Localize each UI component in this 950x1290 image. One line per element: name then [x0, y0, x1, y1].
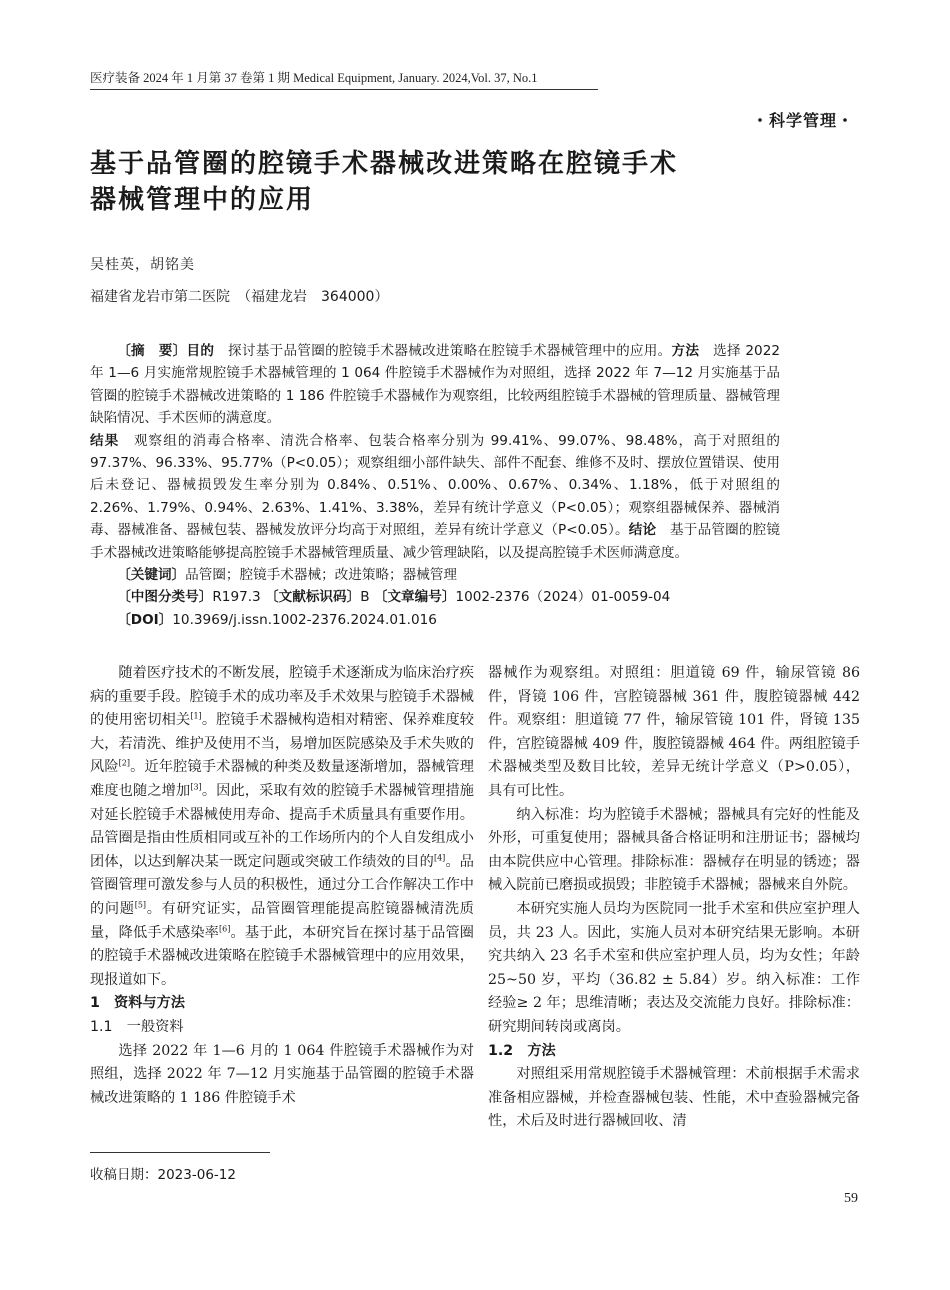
- section-heading-1-1: 1.1 一般资料: [90, 1018, 184, 1035]
- authors: 吴桂英，胡铭美: [90, 257, 195, 273]
- clc-label: 〔中图分类号〕: [117, 589, 213, 606]
- intro-paragraph: [90, 662, 474, 992]
- abstract-results: 观察组的消毒合格率、清洗合格率、包装合格率分别为 99.41%、99.07%、98.48%，高于对照组的 97.37%、96.33%、95.77%（P<0.05）；观察组细小部件缺失、部件不配套、维修不及时、摆放位置错误、使用后未登记、器械损毁发生率分别为 0.84%、0.51%、0.00%、0.67%、0.34%、1.18%，低于对照组的 2.26%、1.79%、0.94%、2.63%、1.41%、3.38%，差异有统计学意义（P<0.05）；观察组器械保养、器械消毒、器械准备、器械包装、器械发放评分均高于对照组，差异有统计学意义（P<0.05）。: [90, 432, 780, 539]
- doi-value: 10.3969/j.issn.1002-2376.2024.01.016: [172, 611, 437, 628]
- results-label: 结果: [90, 432, 120, 449]
- abstract: [90, 340, 780, 631]
- keywords-label: 〔关键词〕: [117, 567, 186, 584]
- abstract-body: [90, 340, 780, 564]
- keywords-text: 品管圈；腔镜手术器械；改进策略；器械管理: [185, 567, 458, 584]
- intro-text: 。近年腔镜手术器械的种类及数量逐渐增加，器械管理难度也随之增加: [90, 759, 474, 799]
- intro-text: 。基于此，本研究旨在探讨基于品管圈的腔镜手术器械改进策略在腔镜手术器械管理中的应用效果，现报道如下。: [90, 924, 474, 988]
- keywords: [90, 564, 780, 586]
- doc-value: B: [360, 589, 370, 606]
- right-paragraph-3: 本研究实施人员均为医院同一批手术室和供应室护理人员，共 23 人。因此，实施人员对本研究结果无影响。本研究共纳入 23 名手术室和供应室护理人员，均为女性；年龄 25~50 岁，平均（36.82 ± 5.84）岁。纳入标准：工作经验≥ 2 年；思维清晰；表达及交流能力良好。排除标准：研究期间转岗或离岗。: [488, 900, 860, 1035]
- title-line-2: 器械管理中的应用: [90, 185, 315, 215]
- section-heading-1-2: 1.2 方法: [488, 1042, 556, 1059]
- article-title: [90, 146, 790, 218]
- methods-label: 方法: [671, 343, 700, 359]
- right-paragraph-4: 对照组采用常规腔镜手术器械管理：术前根据手术需求准备相应器械，并检查器械包装、性能，术中查验器械完备性，术后及时进行器械回收、清: [488, 1066, 860, 1130]
- abstract-purpose: 探讨基于品管圈的腔镜手术器械改进策略在腔镜手术器械管理中的应用。: [214, 343, 672, 359]
- section-heading-1: 1 资料与方法: [90, 995, 185, 1012]
- general-paragraph: 选择 2022 年 1—6 月的 1 064 件腔镜手术器械作为对照组，选择 2022 年 7—12 月实施基于品管圈的腔镜手术器械改进策略的 1 186 件腔镜手术: [90, 1042, 474, 1106]
- journal-header: 医疗装备 2024 年 1 月第 37 卷第 1 期 Medical Equipment, January. 2024,Vol. 37, No.1: [90, 71, 538, 85]
- classification: [90, 586, 780, 608]
- abstract-conclusion: 基于品管圈的腔镜手术器械改进策略能够提高腔镜手术器械管理质量、减少管理缺陷，以及提高腔镜手术医师满意度。: [90, 522, 780, 561]
- right-column: [488, 662, 860, 1134]
- citation: [4]: [433, 853, 446, 863]
- footnote-rule: [90, 1152, 270, 1153]
- received-date: 收稿日期：2023-06-12: [90, 1167, 236, 1183]
- right-paragraph-2: 纳入标准：均为腔镜手术器械；器械具有完好的性能及外形，可重复使用；器械具备合格证明和注册证书；器械均由本院供应中心管理。排除标准：器械存在明显的锈迹；器械入院前已磨损或损毁；非腔镜手术器械；器械来自外院。: [488, 806, 860, 894]
- citation: [2]: [118, 758, 131, 768]
- intro-text: 。因此，采取有效的腔镜手术器械管理措施对延长腔镜手术器械使用寿命、提高手术质量具有重要作用。品管圈是指由性质相同或互补的工作场所内的个人自发组成小团体，以达到解决某一既定问题或突破工作绩效的目的: [90, 782, 474, 870]
- abstract-label: 〔摘 要〕目的: [117, 343, 215, 359]
- intro-text: 随着医疗技术的不断发展，腔镜手术逐渐成为临床治疗疾病的重要手段。腔镜手术的成功率及手术效果与腔镜手术器械的使用密切相关: [90, 665, 474, 729]
- doi-label: 〔DOI〕: [117, 611, 173, 628]
- section-tag: ・科学管理・: [751, 111, 854, 130]
- doi: [90, 609, 780, 631]
- article-value: 1002-2376（2024）01-0059-04: [455, 589, 671, 606]
- citation: [1]: [190, 711, 202, 721]
- intro-text: 。品管圈管理可激发参与人员的积极性，通过分工合作解决工作中的问题: [90, 853, 474, 917]
- conclusion-label: 结论: [628, 522, 657, 539]
- abstract-methods: 选择 2022 年 1—6 月实施常规腔镜手术器械管理的 1 064 件腔镜手术器械作为对照组，选择 2022 年 7—12 月实施基于品管圈的腔镜手术器械改进策略的 1 186 件腔镜手术器械作为观察组，比较两组腔镜手术器械的管理质量、器械管理缺陷情况、手术医师的满意度。: [90, 343, 781, 427]
- clc-value: R197.3: [212, 589, 261, 606]
- citation: [6]: [219, 923, 231, 933]
- intro-text: 。腔镜手术器械构造相对精密、保养难度较大，若清洗、维护及使用不当，易增加医院感染及手术失败的风险: [90, 712, 474, 776]
- citation: [3]: [190, 782, 202, 792]
- title-line-1: 基于品管圈的腔镜手术器械改进策略在腔镜手术: [90, 149, 679, 179]
- header-rule: [90, 89, 598, 90]
- affiliation: 福建省龙岩市第二医院 （福建龙岩 364000）: [90, 289, 389, 305]
- left-column: [90, 662, 474, 1110]
- article-label: 〔文章编号〕: [373, 589, 456, 606]
- right-paragraph-1: 器械作为观察组。对照组：胆道镜 69 件，输尿管镜 86 件，肾镜 106 件，宫腔镜器械 361 件，腹腔镜器械 442 件。观察组：胆道镜 77 件，输尿管镜 101 件，肾镜 135 件，宫腔镜器械 409 件，腹腔镜器械 464 件。两组腔镜手术器械类型及数目比较，差异无统计学意义（P>0.05），具有可比性。: [488, 665, 860, 799]
- doc-label: 〔文献标识码〕: [265, 589, 361, 606]
- intro-text: 。有研究证实，品管圈管理能提高腔镜器械清洗质量，降低手术感染率: [90, 900, 474, 941]
- page-number: 59: [844, 1191, 858, 1206]
- citation: [5]: [134, 900, 147, 910]
